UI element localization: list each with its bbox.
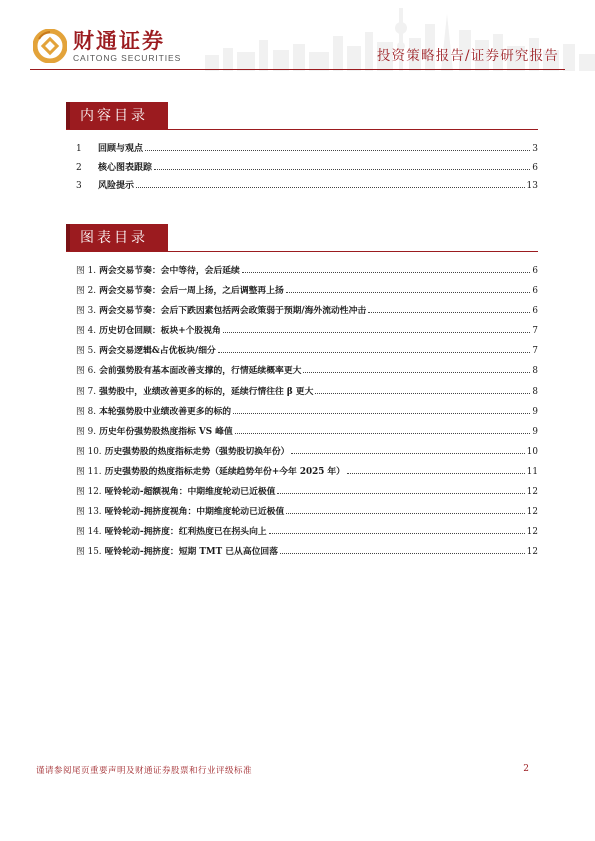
figure-number: 图 9. (76, 426, 96, 437)
figure-page: 10 (526, 446, 538, 457)
figure-title (76, 522, 267, 542)
toc-entry[interactable] (76, 138, 538, 157)
figure-caption: 强势股中，业绩改善更多的标的，延续行情往往 β 更大 (99, 386, 314, 397)
figure-title (76, 341, 216, 361)
figure-number: 图 7. (76, 386, 96, 397)
figure-caption: 哑铃轮动-拥挤度：短期 TMT 已从高位回落 (104, 547, 279, 558)
figure-title (76, 542, 278, 562)
contents-list (76, 138, 538, 194)
figure-caption: 会前强势股有基本面改善支撑的，行情延续概率更大 (99, 366, 302, 377)
figure-caption: 历史年份强势股热度指标 VS 峰值 (99, 426, 233, 437)
figure-title (76, 482, 275, 502)
figure-leader (303, 360, 530, 373)
figure-number: 图 1. (76, 266, 96, 276)
contents-heading: 内容目录 (70, 102, 168, 130)
figure-leader (235, 421, 531, 434)
figure-title (76, 281, 284, 301)
figure-page: 9 (532, 426, 538, 437)
figure-title (76, 382, 313, 402)
toc-leader (154, 157, 530, 170)
caitong-coin-logo-icon (33, 29, 67, 63)
figure-page: 8 (532, 366, 538, 377)
toc-page: 13 (526, 181, 538, 192)
figure-page: 6 (532, 306, 538, 317)
figure-entry[interactable] (76, 421, 538, 441)
figure-leader (277, 481, 524, 494)
figure-number: 图 12. (76, 487, 102, 498)
toc-number: 1 (76, 144, 82, 154)
figure-caption: 哑铃轮动-拥挤度：红利热度已在拐头向上 (104, 527, 267, 538)
contents-section-header (66, 102, 538, 130)
figure-number: 图 5. (76, 346, 96, 357)
figure-leader (223, 320, 531, 333)
figure-title (76, 261, 240, 281)
figure-entry[interactable] (76, 521, 538, 541)
section-underline (66, 251, 538, 253)
figure-leader (218, 340, 531, 353)
figure-caption: 历史强势股的热度指标走势（延续趋势年份+今年 2025 年） (104, 466, 345, 477)
figure-number: 图 15. (76, 547, 102, 558)
figure-caption: 两会交易逻辑&占优板块/细分 (99, 346, 216, 357)
page-header (0, 0, 595, 92)
figure-leader (347, 461, 525, 474)
figure-page: 6 (532, 266, 538, 276)
figure-caption: 两会交易节奏：会后下跌因素包括两会政策弱于预期/海外流动性冲击 (99, 306, 367, 317)
figure-entry[interactable] (76, 381, 538, 401)
toc-title: 风险提示 (98, 181, 135, 192)
figure-leader (315, 381, 530, 394)
toc-leader (145, 138, 530, 151)
toc-number: 2 (76, 162, 82, 173)
figure-page: 6 (532, 286, 538, 297)
figure-page: 8 (532, 386, 538, 397)
figure-number: 图 8. (76, 406, 96, 417)
figure-entry[interactable] (76, 461, 538, 481)
figure-number: 图 14. (76, 527, 102, 538)
toc-title: 核心图表跟踪 (98, 162, 153, 173)
figure-page: 7 (532, 346, 538, 357)
figure-entry[interactable] (76, 300, 538, 320)
figure-caption: 两会交易节奏：会后一周上扬，之后调整再上扬 (99, 286, 284, 297)
figure-entry[interactable] (76, 481, 538, 501)
figure-title (76, 442, 289, 462)
figure-leader (286, 280, 531, 293)
toc-page: 6 (532, 162, 538, 173)
figure-page: 12 (526, 507, 538, 518)
figures-list (76, 260, 538, 561)
figure-title (76, 402, 231, 422)
figure-number: 图 6. (76, 366, 96, 377)
section-underline (66, 129, 538, 131)
figure-entry[interactable] (76, 320, 538, 340)
figure-number: 图 10. (76, 446, 102, 457)
figure-title (76, 422, 233, 442)
figure-title (76, 502, 284, 522)
figure-leader (368, 300, 530, 313)
figure-leader (242, 260, 531, 273)
figure-leader (280, 541, 525, 554)
figure-entry[interactable] (76, 260, 538, 280)
figure-caption: 历史切仓回顾：板块+个股视角 (99, 326, 221, 337)
figure-caption: 哑铃轮动-超额视角：中期维度轮动已近极值 (104, 487, 276, 498)
figure-caption: 历史强势股的热度指标走势（强势股切换年份） (104, 446, 290, 457)
figure-page: 12 (526, 487, 538, 498)
figure-page: 12 (526, 547, 538, 558)
page-number: 2 (523, 764, 529, 774)
figure-number: 图 2. (76, 286, 96, 297)
report-type-label: 投资策略报告/证券研究报告 (376, 48, 559, 64)
toc-entry[interactable] (76, 157, 538, 176)
figure-caption: 本轮强势股中业绩改善更多的标的 (99, 406, 232, 417)
figures-section-header (66, 224, 538, 252)
logo-english-name: CAITONG SECURITIES (73, 52, 182, 63)
figure-leader (269, 521, 525, 534)
logo-chinese-name: 财通证券 (73, 28, 165, 53)
figure-entry[interactable] (76, 541, 538, 561)
figure-title (76, 321, 221, 341)
figure-leader (233, 401, 530, 414)
footer-disclaimer: 谨请参阅尾页重要声明及财通证券股票和行业评级标准 (36, 766, 253, 776)
toc-title: 回顾与观点 (98, 144, 144, 154)
figure-entry[interactable] (76, 401, 538, 421)
figure-entry[interactable] (76, 441, 538, 461)
figure-leader (286, 501, 525, 514)
toc-number: 3 (76, 181, 82, 192)
figure-page: 12 (526, 527, 538, 538)
figure-page: 7 (532, 326, 538, 337)
figure-caption: 两会交易节奏：会中等待，会后延续 (99, 266, 240, 276)
figure-number: 图 4. (76, 326, 96, 337)
figure-title (76, 462, 345, 482)
figure-page: 11 (526, 466, 538, 477)
figure-entry[interactable] (76, 340, 538, 360)
toc-page: 3 (532, 144, 538, 154)
figure-number: 图 11. (76, 466, 102, 477)
figure-entry[interactable] (76, 501, 538, 521)
figure-caption: 哑铃轮动-拥挤度视角：中期维度轮动已近极值 (104, 507, 285, 518)
figure-page: 9 (532, 406, 538, 417)
figure-leader (291, 441, 524, 454)
header-divider (30, 69, 565, 70)
figures-heading: 图表目录 (70, 224, 168, 252)
figure-entry[interactable] (76, 360, 538, 380)
toc-entry[interactable] (76, 175, 538, 194)
figure-title (76, 361, 301, 381)
company-logo (33, 29, 181, 63)
figure-title (76, 301, 366, 321)
toc-leader (136, 175, 525, 188)
figure-entry[interactable] (76, 280, 538, 300)
figure-number: 图 13. (76, 507, 102, 518)
figure-number: 图 3. (76, 306, 96, 317)
